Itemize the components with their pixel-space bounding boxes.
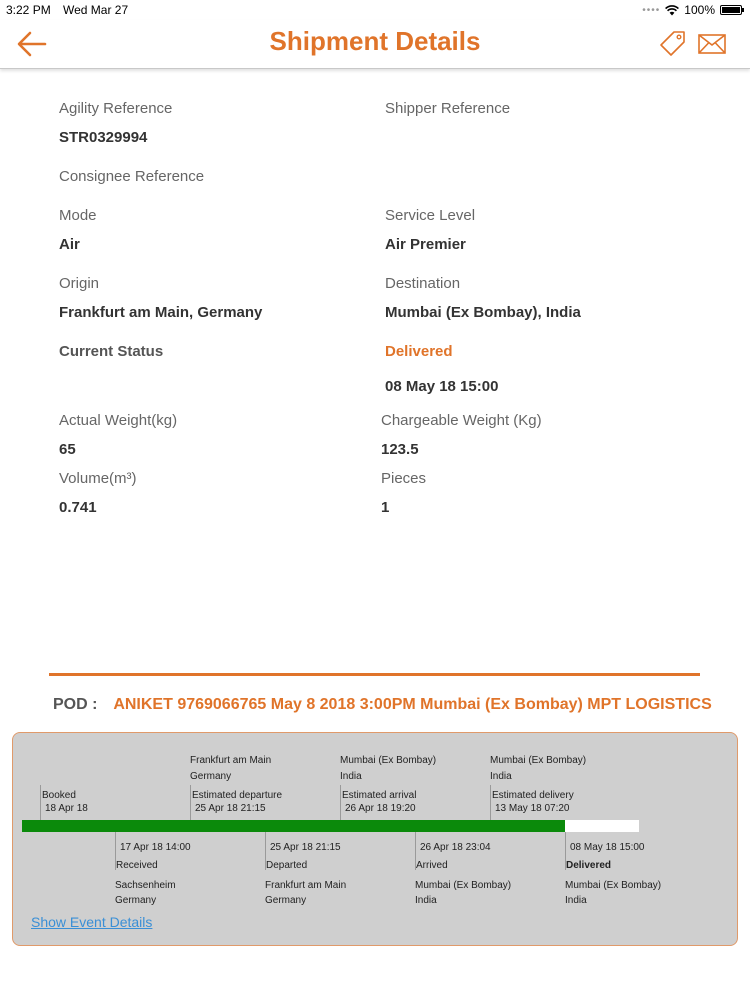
volume-value: 0.741 [59,499,97,516]
timeline-progress-completed [22,820,565,832]
volume-label: Volume(m³) [59,470,137,487]
pod-text: ANIKET 9769066765 May 8 2018 3:00PM Mumbai (Ex Bombay) MPT LOGISTICS [113,696,712,713]
timeline-bottom-location: Sachsenheim [115,880,176,891]
timeline-top-location: Frankfurt am Main [190,755,272,766]
timeline-bottom-location-country: India [415,895,437,906]
timeline-progress-remaining [565,820,639,832]
origin-label: Origin [59,275,100,292]
timeline-bottom-date: 17 Apr 18 14:00 [120,842,191,853]
pieces-value: 1 [381,499,390,516]
battery-fill [722,7,740,13]
status-time: 3:22 PM [6,3,51,17]
timeline-bottom-event: Delivered [566,860,612,871]
timeline-tick [40,785,41,820]
pieces-label: Pieces [381,470,427,487]
agility-reference-value: STR0329994 [59,129,148,146]
show-event-details-link[interactable]: Show Event Details [31,914,153,930]
consignee-reference-label: Consignee Reference [59,168,205,185]
pod-label: POD : [53,696,98,713]
timeline-tick [340,785,341,820]
timeline-bottom-event: Departed [266,860,308,871]
tag-icon[interactable] [658,30,686,58]
timeline-bottom-date: 08 May 18 15:00 [570,842,645,853]
mode-value: Air [59,236,80,253]
service-level-label: Service Level [385,207,476,224]
timeline-top-event: Estimated departure [192,790,283,801]
timeline-top-date: 26 Apr 18 19:20 [345,803,416,814]
timeline-bottom-event: Arrived [416,860,448,871]
status-bar [0,0,750,20]
timeline-bottom-location: Frankfurt am Main [265,880,347,891]
timeline-top-date: 13 May 18 07:20 [495,803,570,814]
status-date: Wed Mar 27 [63,3,129,17]
destination-value: Mumbai (Ex Bombay), India [385,304,581,321]
battery-percent: 100% [684,3,715,17]
timeline-top-date: 18 Apr 18 [45,803,88,814]
pod-row [53,696,712,714]
timeline-tick [190,785,191,820]
mail-icon[interactable] [698,33,726,55]
shipment-timeline [12,732,738,946]
cellular-icon: •••• [642,4,661,16]
timeline-top-location: Mumbai (Ex Bombay) [340,755,437,766]
timeline-top-location-country: India [490,771,512,782]
timeline-top-event: Estimated delivery [492,790,574,801]
timeline-top-location-country: India [340,771,362,782]
agility-reference-label: Agility Reference [59,100,173,117]
timeline-bottom-location-country: Germany [265,895,307,906]
timeline-tick [490,785,491,820]
origin-value: Frankfurt am Main, Germany [59,304,263,321]
timeline-bottom-location: Mumbai (Ex Bombay) [565,880,662,891]
timeline-top-event: Booked [42,790,76,801]
timeline-top-location-country: Germany [190,771,232,782]
timeline-bottom-location-country: Germany [115,895,157,906]
timeline-bottom-date: 25 Apr 18 21:15 [270,842,341,853]
timeline-bottom-location-country: India [565,895,587,906]
actual-weight-value: 65 [59,441,76,458]
header [0,20,750,69]
battery-icon [720,5,742,15]
current-status-value: Delivered [385,343,453,360]
shipper-reference-label: Shipper Reference [385,100,511,117]
section-divider [49,673,700,676]
timeline-top-date: 25 Apr 18 21:15 [195,803,266,814]
current-status-date: 08 May 18 15:00 [385,378,499,395]
status-right [642,3,742,17]
current-status-label: Current Status [59,343,164,360]
timeline-top-event: Estimated arrival [342,790,417,801]
destination-label: Destination [385,275,461,292]
actual-weight-label: Actual Weight(kg) [59,412,178,429]
page-title: Shipment Details [269,26,481,56]
timeline-bottom-event: Received [116,860,158,871]
wifi-icon [665,5,679,16]
timeline-bottom-location: Mumbai (Ex Bombay) [415,880,512,891]
service-level-value: Air Premier [385,236,466,253]
chargeable-weight-value: 123.5 [381,441,419,458]
timeline-bottom-date: 26 Apr 18 23:04 [420,842,491,853]
timeline-top-location: Mumbai (Ex Bombay) [490,755,587,766]
mode-label: Mode [59,207,97,224]
chargeable-weight-label: Chargeable Weight (Kg) [381,412,542,429]
